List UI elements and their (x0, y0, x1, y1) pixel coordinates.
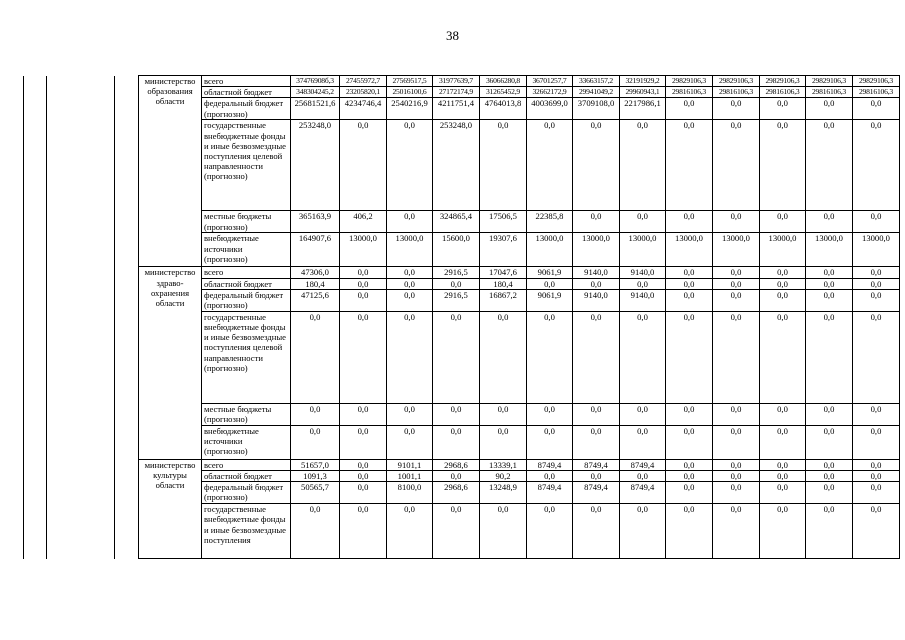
amount-cell: 2968,6 (433, 482, 480, 504)
amount-cell: 0,0 (433, 311, 480, 403)
funding-source: государственные внебюджетные фонды и иные безвозмездные поступления (202, 504, 291, 559)
funding-source: государственные внебюджетные фонды и иные безвозмездные поступления целевой направленности (прогнозно) (202, 311, 291, 403)
amount-cell: 0,0 (760, 278, 806, 289)
amount-cell: 29941049,2 (573, 87, 620, 98)
amount-cell: 29829106,3 (713, 76, 760, 87)
amount-cell: 0,0 (480, 504, 527, 559)
amount-cell: 0,0 (853, 211, 900, 233)
amount-cell: 31977639,7 (433, 76, 480, 87)
funding-source: федеральный бюджет (прогнозно) (202, 98, 291, 120)
amount-cell: 3709108,0 (573, 98, 620, 120)
amount-cell: 0,0 (340, 504, 387, 559)
amount-cell: 0,0 (853, 120, 900, 211)
funding-source: областной бюджет (202, 87, 291, 98)
amount-cell: 4234746,4 (340, 98, 387, 120)
amount-cell: 0,0 (713, 459, 760, 470)
amount-cell: 4003699,0 (527, 98, 573, 120)
amount-cell: 16867,2 (480, 289, 527, 311)
amount-cell: 0,0 (666, 425, 713, 459)
amount-cell: 25681521,6 (291, 98, 340, 120)
amount-cell: 90,2 (480, 471, 527, 482)
amount-cell: 0,0 (527, 311, 573, 403)
amount-cell: 29816106,3 (853, 87, 900, 98)
amount-cell: 0,0 (480, 425, 527, 459)
amount-cell: 0,0 (760, 459, 806, 470)
amount-cell: 0,0 (806, 403, 853, 425)
amount-cell: 0,0 (760, 211, 806, 233)
amount-cell: 29816106,3 (806, 87, 853, 98)
amount-cell: 0,0 (760, 504, 806, 559)
amount-cell: 0,0 (806, 211, 853, 233)
amount-cell: 0,0 (760, 267, 806, 278)
amount-cell: 36066280,8 (480, 76, 527, 87)
amount-cell: 0,0 (806, 98, 853, 120)
amount-cell: 0,0 (853, 267, 900, 278)
funding-source: внебюджетные источники (прогнозно) (202, 233, 291, 267)
amount-cell: 13000,0 (666, 233, 713, 267)
amount-cell: 0,0 (713, 211, 760, 233)
amount-cell: 0,0 (853, 471, 900, 482)
amount-cell: 0,0 (853, 403, 900, 425)
amount-cell: 9061,9 (527, 289, 573, 311)
amount-cell: 29960943,1 (620, 87, 666, 98)
amount-cell: 0,0 (340, 482, 387, 504)
amount-cell: 0,0 (573, 425, 620, 459)
amount-cell: 0,0 (620, 403, 666, 425)
amount-cell: 13000,0 (853, 233, 900, 267)
amount-cell: 0,0 (713, 267, 760, 278)
amount-cell: 0,0 (387, 211, 433, 233)
amount-cell: 13248,9 (480, 482, 527, 504)
blank-col-3 (115, 76, 139, 559)
amount-cell: 0,0 (713, 311, 760, 403)
amount-cell: 27455972,7 (340, 76, 387, 87)
amount-cell: 0,0 (340, 267, 387, 278)
amount-cell: 1091,3 (291, 471, 340, 482)
amount-cell: 406,2 (340, 211, 387, 233)
amount-cell: 0,0 (340, 289, 387, 311)
amount-cell: 8749,4 (620, 459, 666, 470)
amount-cell: 0,0 (340, 120, 387, 211)
amount-cell: 0,0 (713, 120, 760, 211)
amount-cell: 19307,6 (480, 233, 527, 267)
amount-cell: 1001,1 (387, 471, 433, 482)
amount-cell: 13000,0 (573, 233, 620, 267)
amount-cell: 0,0 (573, 120, 620, 211)
amount-cell: 0,0 (387, 311, 433, 403)
amount-cell: 13000,0 (527, 233, 573, 267)
amount-cell: 253248,0 (433, 120, 480, 211)
amount-cell: 0,0 (853, 459, 900, 470)
amount-cell: 0,0 (713, 289, 760, 311)
amount-cell: 0,0 (527, 278, 573, 289)
amount-cell: 0,0 (666, 504, 713, 559)
amount-cell: 13000,0 (340, 233, 387, 267)
amount-cell: 0,0 (760, 425, 806, 459)
amount-cell: 0,0 (291, 403, 340, 425)
amount-cell: 29816106,3 (666, 87, 713, 98)
amount-cell: 8749,4 (573, 459, 620, 470)
amount-cell: 0,0 (713, 403, 760, 425)
amount-cell: 4764013,8 (480, 98, 527, 120)
amount-cell: 0,0 (853, 504, 900, 559)
amount-cell: 22385,8 (527, 211, 573, 233)
budget-table (23, 75, 900, 559)
amount-cell: 9101,1 (387, 459, 433, 470)
amount-cell: 0,0 (806, 504, 853, 559)
amount-cell: 8749,4 (527, 482, 573, 504)
amount-cell: 0,0 (527, 425, 573, 459)
amount-cell: 0,0 (387, 403, 433, 425)
amount-cell: 2916,5 (433, 289, 480, 311)
funding-source: государственные внебюджетные фонды и иные безвозмездные поступления целевой направленности (прогнозно) (202, 120, 291, 211)
amount-cell: 0,0 (573, 211, 620, 233)
amount-cell: 0,0 (573, 504, 620, 559)
amount-cell: 37476908б,3 (291, 76, 340, 87)
amount-cell: 0,0 (433, 278, 480, 289)
amount-cell: 0,0 (760, 98, 806, 120)
amount-cell: 0,0 (340, 471, 387, 482)
amount-cell: 8749,4 (573, 482, 620, 504)
amount-cell: 0,0 (666, 403, 713, 425)
amount-cell: 2217986,1 (620, 98, 666, 120)
amount-cell: 0,0 (666, 289, 713, 311)
amount-cell: 2968,6 (433, 459, 480, 470)
amount-cell: 27569517,5 (387, 76, 433, 87)
amount-cell: 0,0 (340, 425, 387, 459)
amount-cell: 0,0 (806, 120, 853, 211)
amount-cell: 0,0 (760, 120, 806, 211)
blank-col-1 (24, 76, 47, 559)
amount-cell: 180,4 (291, 278, 340, 289)
amount-cell: 13000,0 (760, 233, 806, 267)
amount-cell: 0,0 (340, 403, 387, 425)
amount-cell: 0,0 (713, 471, 760, 482)
amount-cell: 9140,0 (573, 267, 620, 278)
amount-cell: 29816106,3 (713, 87, 760, 98)
amount-cell: 0,0 (666, 211, 713, 233)
amount-cell: 0,0 (387, 504, 433, 559)
amount-cell: 0,0 (806, 471, 853, 482)
amount-cell: 0,0 (480, 403, 527, 425)
amount-cell: 348304245,2 (291, 87, 340, 98)
amount-cell: 29829106,3 (760, 76, 806, 87)
amount-cell: 0,0 (387, 289, 433, 311)
amount-cell: 0,0 (713, 504, 760, 559)
funding-source: местные бюджеты (прогнозно) (202, 403, 291, 425)
amount-cell: 15600,0 (433, 233, 480, 267)
amount-cell: 0,0 (666, 482, 713, 504)
amount-cell: 2540216,9 (387, 98, 433, 120)
responsible-org: министерство культуры области (139, 459, 202, 558)
blank-col-2 (47, 76, 115, 559)
amount-cell: 51657,0 (291, 459, 340, 470)
amount-cell: 0,0 (713, 482, 760, 504)
amount-cell: 0,0 (666, 459, 713, 470)
amount-cell: 47306,0 (291, 267, 340, 278)
funding-source: областной бюджет (202, 278, 291, 289)
amount-cell: 0,0 (387, 267, 433, 278)
amount-cell: 0,0 (620, 471, 666, 482)
amount-cell: 13000,0 (387, 233, 433, 267)
amount-cell: 33663157,2 (573, 76, 620, 87)
funding-source: федеральный бюджет (прогнозно) (202, 289, 291, 311)
amount-cell: 0,0 (713, 425, 760, 459)
amount-cell: 0,0 (387, 425, 433, 459)
amount-cell: 0,0 (666, 120, 713, 211)
amount-cell: 0,0 (853, 98, 900, 120)
funding-source: внебюджетные источники (прогнозно) (202, 425, 291, 459)
funding-source: всего (202, 76, 291, 87)
amount-cell: 8749,4 (620, 482, 666, 504)
amount-cell: 0,0 (760, 289, 806, 311)
amount-cell: 8100,0 (387, 482, 433, 504)
table-row (24, 459, 900, 470)
amount-cell: 0,0 (480, 311, 527, 403)
amount-cell: 0,0 (666, 98, 713, 120)
amount-cell: 13000,0 (713, 233, 760, 267)
amount-cell: 0,0 (853, 482, 900, 504)
amount-cell: 324865,4 (433, 211, 480, 233)
amount-cell: 32662172,9 (527, 87, 573, 98)
responsible-org: министерство образования области (139, 76, 202, 267)
amount-cell: 0,0 (806, 267, 853, 278)
amount-cell: 0,0 (527, 120, 573, 211)
page-number: 38 (446, 28, 459, 43)
amount-cell: 29829106,3 (806, 76, 853, 87)
amount-cell: 9140,0 (620, 289, 666, 311)
amount-cell: 0,0 (666, 471, 713, 482)
amount-cell: 13000,0 (806, 233, 853, 267)
table-row (24, 76, 900, 87)
amount-cell: 0,0 (340, 278, 387, 289)
amount-cell: 13000,0 (620, 233, 666, 267)
amount-cell: 0,0 (666, 311, 713, 403)
amount-cell: 0,0 (527, 504, 573, 559)
amount-cell: 0,0 (713, 98, 760, 120)
amount-cell: 50565,7 (291, 482, 340, 504)
responsible-org: министерство здраво-охранения области (139, 267, 202, 459)
amount-cell: 253248,0 (291, 120, 340, 211)
funding-source: всего (202, 267, 291, 278)
funding-source: федеральный бюджет (прогнозно) (202, 482, 291, 504)
amount-cell: 0,0 (291, 504, 340, 559)
amount-cell: 0,0 (620, 504, 666, 559)
amount-cell: 0,0 (806, 482, 853, 504)
amount-cell: 0,0 (433, 425, 480, 459)
amount-cell: 36701257,7 (527, 76, 573, 87)
amount-cell: 0,0 (806, 278, 853, 289)
amount-cell: 0,0 (666, 278, 713, 289)
amount-cell: 0,0 (573, 278, 620, 289)
amount-cell: 0,0 (806, 459, 853, 470)
amount-cell: 0,0 (291, 311, 340, 403)
amount-cell: 0,0 (620, 425, 666, 459)
amount-cell: 25016100,6 (387, 87, 433, 98)
amount-cell: 0,0 (387, 278, 433, 289)
amount-cell: 0,0 (433, 471, 480, 482)
amount-cell: 0,0 (806, 425, 853, 459)
amount-cell: 0,0 (760, 482, 806, 504)
amount-cell: 4211751,4 (433, 98, 480, 120)
table-row (24, 267, 900, 278)
amount-cell: 0,0 (527, 403, 573, 425)
amount-cell: 0,0 (573, 311, 620, 403)
amount-cell: 0,0 (760, 471, 806, 482)
amount-cell: 0,0 (433, 504, 480, 559)
amount-cell: 365163,9 (291, 211, 340, 233)
amount-cell: 29829106,3 (666, 76, 713, 87)
amount-cell: 0,0 (340, 459, 387, 470)
amount-cell: 17047,6 (480, 267, 527, 278)
amount-cell: 13339,1 (480, 459, 527, 470)
funding-source: областной бюджет (202, 471, 291, 482)
amount-cell: 47125,6 (291, 289, 340, 311)
amount-cell: 0,0 (713, 278, 760, 289)
funding-source: всего (202, 459, 291, 470)
amount-cell: 0,0 (573, 403, 620, 425)
amount-cell: 0,0 (291, 425, 340, 459)
amount-cell: 2916,5 (433, 267, 480, 278)
amount-cell: 0,0 (620, 120, 666, 211)
funding-source: местные бюджеты (прогнозно) (202, 211, 291, 233)
amount-cell: 0,0 (573, 471, 620, 482)
amount-cell: 0,0 (620, 278, 666, 289)
amount-cell: 0,0 (433, 403, 480, 425)
amount-cell: 31265452,9 (480, 87, 527, 98)
amount-cell: 0,0 (387, 120, 433, 211)
amount-cell: 0,0 (620, 311, 666, 403)
amount-cell: 0,0 (666, 267, 713, 278)
amount-cell: 0,0 (806, 289, 853, 311)
amount-cell: 0,0 (760, 403, 806, 425)
amount-cell: 0,0 (806, 311, 853, 403)
amount-cell: 8749,4 (527, 459, 573, 470)
amount-cell: 29829106,3 (853, 76, 900, 87)
amount-cell: 0,0 (853, 278, 900, 289)
amount-cell: 9061,9 (527, 267, 573, 278)
amount-cell: 0,0 (620, 211, 666, 233)
amount-cell: 32191929,2 (620, 76, 666, 87)
amount-cell: 27172174,9 (433, 87, 480, 98)
amount-cell: 0,0 (853, 311, 900, 403)
amount-cell: 0,0 (760, 311, 806, 403)
amount-cell: 0,0 (480, 120, 527, 211)
amount-cell: 0,0 (340, 311, 387, 403)
amount-cell: 164907,6 (291, 233, 340, 267)
amount-cell: 17506,5 (480, 211, 527, 233)
amount-cell: 0,0 (527, 471, 573, 482)
amount-cell: 9140,0 (620, 267, 666, 278)
amount-cell: 9140,0 (573, 289, 620, 311)
amount-cell: 0,0 (853, 425, 900, 459)
amount-cell: 29816106,3 (760, 87, 806, 98)
amount-cell: 0,0 (853, 289, 900, 311)
amount-cell: 180,4 (480, 278, 527, 289)
amount-cell: 23205820,1 (340, 87, 387, 98)
